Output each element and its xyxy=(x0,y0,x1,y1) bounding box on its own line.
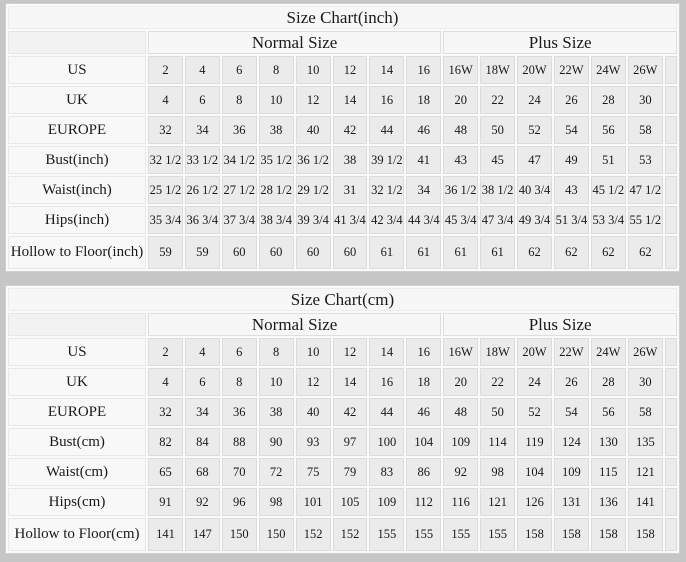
spacer-cell xyxy=(665,428,677,456)
size-value-cell: 18 xyxy=(406,368,441,396)
size-value-cell: 49 xyxy=(554,146,589,174)
size-value-cell: 155 xyxy=(443,518,478,551)
size-value-cell: 44 3/4 xyxy=(406,206,441,234)
size-value-cell: 20 xyxy=(443,86,478,114)
table-row xyxy=(8,368,677,396)
size-value-cell: 41 3/4 xyxy=(333,206,368,234)
size-value-cell: 14 xyxy=(369,338,404,366)
size-value-cell: 112 xyxy=(406,488,441,516)
size-value-cell: 90 xyxy=(259,428,294,456)
size-value-cell: 22W xyxy=(554,338,589,366)
size-value-cell: 46 xyxy=(406,398,441,426)
size-value-cell: 30 xyxy=(628,86,663,114)
size-value-cell: 52 xyxy=(517,116,552,144)
size-value-cell: 36 xyxy=(222,398,257,426)
size-value-cell: 38 xyxy=(259,398,294,426)
size-chart-cm-table xyxy=(5,285,680,554)
size-value-cell: 24 xyxy=(517,368,552,396)
size-value-cell: 60 xyxy=(222,236,257,269)
size-value-cell: 20 xyxy=(443,368,478,396)
size-value-cell: 59 xyxy=(148,236,183,269)
table-row xyxy=(8,146,677,174)
size-value-cell: 48 xyxy=(443,398,478,426)
size-value-cell: 45 3/4 xyxy=(443,206,478,234)
size-value-cell: 16 xyxy=(406,338,441,366)
group-header-row xyxy=(8,313,677,336)
size-value-cell: 58 xyxy=(628,398,663,426)
size-value-cell: 28 1/2 xyxy=(259,176,294,204)
size-value-cell: 6 xyxy=(222,338,257,366)
size-value-cell: 116 xyxy=(443,488,478,516)
size-value-cell: 47 xyxy=(517,146,552,174)
size-value-cell: 16 xyxy=(406,56,441,84)
size-tables-container xyxy=(5,3,680,554)
size-value-cell: 72 xyxy=(259,458,294,486)
table-row xyxy=(8,236,677,269)
size-value-cell: 155 xyxy=(480,518,515,551)
size-value-cell: 20W xyxy=(517,338,552,366)
row-label: Hollow to Floor(inch) xyxy=(8,236,146,269)
size-value-cell: 2 xyxy=(148,338,183,366)
size-value-cell: 39 3/4 xyxy=(296,206,331,234)
table-row xyxy=(8,488,677,516)
size-value-cell: 79 xyxy=(333,458,368,486)
size-value-cell: 68 xyxy=(185,458,220,486)
size-value-cell: 70 xyxy=(222,458,257,486)
corner-cell xyxy=(8,31,146,54)
size-value-cell: 34 xyxy=(185,116,220,144)
size-value-cell: 136 xyxy=(591,488,626,516)
size-value-cell: 34 xyxy=(406,176,441,204)
size-value-cell: 119 xyxy=(517,428,552,456)
spacer-cell xyxy=(665,458,677,486)
size-value-cell: 26 xyxy=(554,86,589,114)
group-header-row xyxy=(8,31,677,54)
size-value-cell: 82 xyxy=(148,428,183,456)
size-value-cell: 114 xyxy=(480,428,515,456)
size-value-cell: 12 xyxy=(296,86,331,114)
size-value-cell: 35 3/4 xyxy=(148,206,183,234)
size-value-cell: 135 xyxy=(628,428,663,456)
size-value-cell: 4 xyxy=(185,338,220,366)
size-value-cell: 12 xyxy=(333,338,368,366)
size-value-cell: 32 1/2 xyxy=(148,146,183,174)
size-value-cell: 22 xyxy=(480,368,515,396)
size-value-cell: 42 3/4 xyxy=(369,206,404,234)
size-value-cell: 60 xyxy=(333,236,368,269)
size-value-cell: 18W xyxy=(480,56,515,84)
size-value-cell: 38 xyxy=(259,116,294,144)
row-label: Hollow to Floor(cm) xyxy=(8,518,146,551)
size-value-cell: 14 xyxy=(369,56,404,84)
row-label: Hips(inch) xyxy=(8,206,146,234)
size-value-cell: 14 xyxy=(333,368,368,396)
size-value-cell: 54 xyxy=(554,398,589,426)
size-value-cell: 16W xyxy=(443,338,478,366)
size-value-cell: 38 3/4 xyxy=(259,206,294,234)
size-value-cell: 34 1/2 xyxy=(222,146,257,174)
spacer-cell xyxy=(665,176,677,204)
size-value-cell: 150 xyxy=(222,518,257,551)
size-value-cell: 47 1/2 xyxy=(628,176,663,204)
size-value-cell: 61 xyxy=(443,236,478,269)
size-value-cell: 50 xyxy=(480,116,515,144)
size-value-cell: 92 xyxy=(443,458,478,486)
size-value-cell: 56 xyxy=(591,116,626,144)
size-value-cell: 24 xyxy=(517,86,552,114)
spacer-cell xyxy=(665,206,677,234)
spacer-cell xyxy=(665,398,677,426)
size-value-cell: 36 xyxy=(222,116,257,144)
size-value-cell: 20W xyxy=(517,56,552,84)
size-value-cell: 141 xyxy=(628,488,663,516)
size-value-cell: 8 xyxy=(259,56,294,84)
size-value-cell: 26W xyxy=(628,338,663,366)
size-value-cell: 42 xyxy=(333,398,368,426)
row-label: US xyxy=(8,56,146,84)
size-value-cell: 18W xyxy=(480,338,515,366)
table-row xyxy=(8,56,677,84)
size-value-cell: 2 xyxy=(148,56,183,84)
size-value-cell: 61 xyxy=(369,236,404,269)
normal-size-header: Normal Size xyxy=(148,313,441,336)
table-row xyxy=(8,86,677,114)
size-value-cell: 88 xyxy=(222,428,257,456)
size-value-cell: 16 xyxy=(369,368,404,396)
row-label: EUROPE xyxy=(8,116,146,144)
spacer-cell xyxy=(665,488,677,516)
size-value-cell: 34 xyxy=(185,398,220,426)
size-value-cell: 43 xyxy=(443,146,478,174)
size-value-cell: 131 xyxy=(554,488,589,516)
size-value-cell: 124 xyxy=(554,428,589,456)
size-value-cell: 150 xyxy=(259,518,294,551)
size-value-cell: 65 xyxy=(148,458,183,486)
size-value-cell: 24W xyxy=(591,56,626,84)
size-value-cell: 35 1/2 xyxy=(259,146,294,174)
size-value-cell: 104 xyxy=(517,458,552,486)
size-value-cell: 147 xyxy=(185,518,220,551)
size-value-cell: 6 xyxy=(222,56,257,84)
size-value-cell: 61 xyxy=(480,236,515,269)
size-value-cell: 8 xyxy=(222,368,257,396)
row-label: UK xyxy=(8,86,146,114)
size-value-cell: 52 xyxy=(517,398,552,426)
size-value-cell: 46 xyxy=(406,116,441,144)
size-value-cell: 53 xyxy=(628,146,663,174)
size-value-cell: 38 1/2 xyxy=(480,176,515,204)
size-value-cell: 49 3/4 xyxy=(517,206,552,234)
size-value-cell: 33 1/2 xyxy=(185,146,220,174)
size-value-cell: 101 xyxy=(296,488,331,516)
size-value-cell: 41 xyxy=(406,146,441,174)
row-label: US xyxy=(8,338,146,366)
row-label: Bust(cm) xyxy=(8,428,146,456)
table-title: Size Chart(cm) xyxy=(8,288,677,311)
size-value-cell: 62 xyxy=(628,236,663,269)
size-value-cell: 6 xyxy=(185,86,220,114)
table-row xyxy=(8,428,677,456)
size-value-cell: 130 xyxy=(591,428,626,456)
size-value-cell: 59 xyxy=(185,236,220,269)
size-value-cell: 12 xyxy=(333,56,368,84)
size-value-cell: 48 xyxy=(443,116,478,144)
size-value-cell: 36 3/4 xyxy=(185,206,220,234)
size-value-cell: 29 1/2 xyxy=(296,176,331,204)
size-value-cell: 141 xyxy=(148,518,183,551)
size-value-cell: 56 xyxy=(591,398,626,426)
size-value-cell: 121 xyxy=(628,458,663,486)
size-value-cell: 8 xyxy=(222,86,257,114)
size-value-cell: 4 xyxy=(148,86,183,114)
spacer-cell xyxy=(665,86,677,114)
size-value-cell: 26 1/2 xyxy=(185,176,220,204)
row-label: Waist(inch) xyxy=(8,176,146,204)
size-value-cell: 10 xyxy=(296,56,331,84)
size-value-cell: 109 xyxy=(554,458,589,486)
size-value-cell: 44 xyxy=(369,116,404,144)
row-label: Hips(cm) xyxy=(8,488,146,516)
table-row xyxy=(8,116,677,144)
size-value-cell: 47 3/4 xyxy=(480,206,515,234)
size-value-cell: 155 xyxy=(406,518,441,551)
size-value-cell: 62 xyxy=(517,236,552,269)
size-value-cell: 45 1/2 xyxy=(591,176,626,204)
size-value-cell: 158 xyxy=(517,518,552,551)
title-row xyxy=(8,6,677,29)
size-value-cell: 75 xyxy=(296,458,331,486)
size-value-cell: 42 xyxy=(333,116,368,144)
table-row xyxy=(8,206,677,234)
size-value-cell: 109 xyxy=(443,428,478,456)
size-value-cell: 12 xyxy=(296,368,331,396)
row-label: EUROPE xyxy=(8,398,146,426)
row-label: UK xyxy=(8,368,146,396)
size-value-cell: 126 xyxy=(517,488,552,516)
spacer-cell xyxy=(665,56,677,84)
size-value-cell: 32 1/2 xyxy=(369,176,404,204)
size-value-cell: 22W xyxy=(554,56,589,84)
size-value-cell: 27 1/2 xyxy=(222,176,257,204)
table-row xyxy=(8,518,677,551)
size-value-cell: 43 xyxy=(554,176,589,204)
size-value-cell: 100 xyxy=(369,428,404,456)
size-value-cell: 40 3/4 xyxy=(517,176,552,204)
plus-size-header: Plus Size xyxy=(443,31,677,54)
size-value-cell: 16W xyxy=(443,56,478,84)
size-value-cell: 37 3/4 xyxy=(222,206,257,234)
size-value-cell: 44 xyxy=(369,398,404,426)
size-value-cell: 10 xyxy=(259,368,294,396)
size-value-cell: 58 xyxy=(628,116,663,144)
size-value-cell: 91 xyxy=(148,488,183,516)
size-chart-inch-table xyxy=(5,3,680,272)
size-value-cell: 92 xyxy=(185,488,220,516)
size-value-cell: 32 xyxy=(148,116,183,144)
size-value-cell: 155 xyxy=(369,518,404,551)
table-row xyxy=(8,176,677,204)
size-value-cell: 26W xyxy=(628,56,663,84)
size-value-cell: 53 3/4 xyxy=(591,206,626,234)
size-value-cell: 26 xyxy=(554,368,589,396)
spacer-cell xyxy=(665,338,677,366)
size-value-cell: 40 xyxy=(296,398,331,426)
size-value-cell: 28 xyxy=(591,368,626,396)
size-value-cell: 152 xyxy=(296,518,331,551)
size-value-cell: 93 xyxy=(296,428,331,456)
size-value-cell: 83 xyxy=(369,458,404,486)
size-value-cell: 115 xyxy=(591,458,626,486)
size-value-cell: 31 xyxy=(333,176,368,204)
size-value-cell: 158 xyxy=(591,518,626,551)
size-value-cell: 36 1/2 xyxy=(443,176,478,204)
size-value-cell: 98 xyxy=(259,488,294,516)
spacer-cell xyxy=(665,368,677,396)
size-value-cell: 109 xyxy=(369,488,404,516)
size-value-cell: 39 1/2 xyxy=(369,146,404,174)
size-value-cell: 51 xyxy=(591,146,626,174)
size-value-cell: 62 xyxy=(554,236,589,269)
size-value-cell: 40 xyxy=(296,116,331,144)
normal-size-header: Normal Size xyxy=(148,31,441,54)
table-row xyxy=(8,398,677,426)
size-value-cell: 32 xyxy=(148,398,183,426)
size-value-cell: 28 xyxy=(591,86,626,114)
size-value-cell: 158 xyxy=(554,518,589,551)
size-value-cell: 10 xyxy=(259,86,294,114)
table-row xyxy=(8,338,677,366)
size-value-cell: 152 xyxy=(333,518,368,551)
size-value-cell: 30 xyxy=(628,368,663,396)
table-title: Size Chart(inch) xyxy=(8,6,677,29)
size-value-cell: 51 3/4 xyxy=(554,206,589,234)
size-value-cell: 86 xyxy=(406,458,441,486)
table-row xyxy=(8,458,677,486)
size-value-cell: 50 xyxy=(480,398,515,426)
size-value-cell: 36 1/2 xyxy=(296,146,331,174)
size-value-cell: 45 xyxy=(480,146,515,174)
spacer-cell xyxy=(665,146,677,174)
size-value-cell: 98 xyxy=(480,458,515,486)
size-value-cell: 22 xyxy=(480,86,515,114)
size-value-cell: 6 xyxy=(185,368,220,396)
size-value-cell: 25 1/2 xyxy=(148,176,183,204)
plus-size-header: Plus Size xyxy=(443,313,677,336)
size-value-cell: 24W xyxy=(591,338,626,366)
size-value-cell: 62 xyxy=(591,236,626,269)
size-value-cell: 4 xyxy=(185,56,220,84)
title-row xyxy=(8,288,677,311)
size-value-cell: 105 xyxy=(333,488,368,516)
size-value-cell: 16 xyxy=(369,86,404,114)
size-value-cell: 61 xyxy=(406,236,441,269)
size-value-cell: 14 xyxy=(333,86,368,114)
row-label: Bust(inch) xyxy=(8,146,146,174)
size-value-cell: 10 xyxy=(296,338,331,366)
size-value-cell: 18 xyxy=(406,86,441,114)
spacer-cell xyxy=(665,518,677,551)
size-value-cell: 121 xyxy=(480,488,515,516)
spacer-cell xyxy=(665,116,677,144)
size-value-cell: 158 xyxy=(628,518,663,551)
corner-cell xyxy=(8,313,146,336)
spacer-cell xyxy=(665,236,677,269)
size-value-cell: 96 xyxy=(222,488,257,516)
size-value-cell: 104 xyxy=(406,428,441,456)
size-value-cell: 60 xyxy=(259,236,294,269)
size-value-cell: 54 xyxy=(554,116,589,144)
size-value-cell: 97 xyxy=(333,428,368,456)
size-value-cell: 84 xyxy=(185,428,220,456)
size-value-cell: 38 xyxy=(333,146,368,174)
size-value-cell: 4 xyxy=(148,368,183,396)
size-value-cell: 55 1/2 xyxy=(628,206,663,234)
size-value-cell: 8 xyxy=(259,338,294,366)
size-value-cell: 60 xyxy=(296,236,331,269)
row-label: Waist(cm) xyxy=(8,458,146,486)
